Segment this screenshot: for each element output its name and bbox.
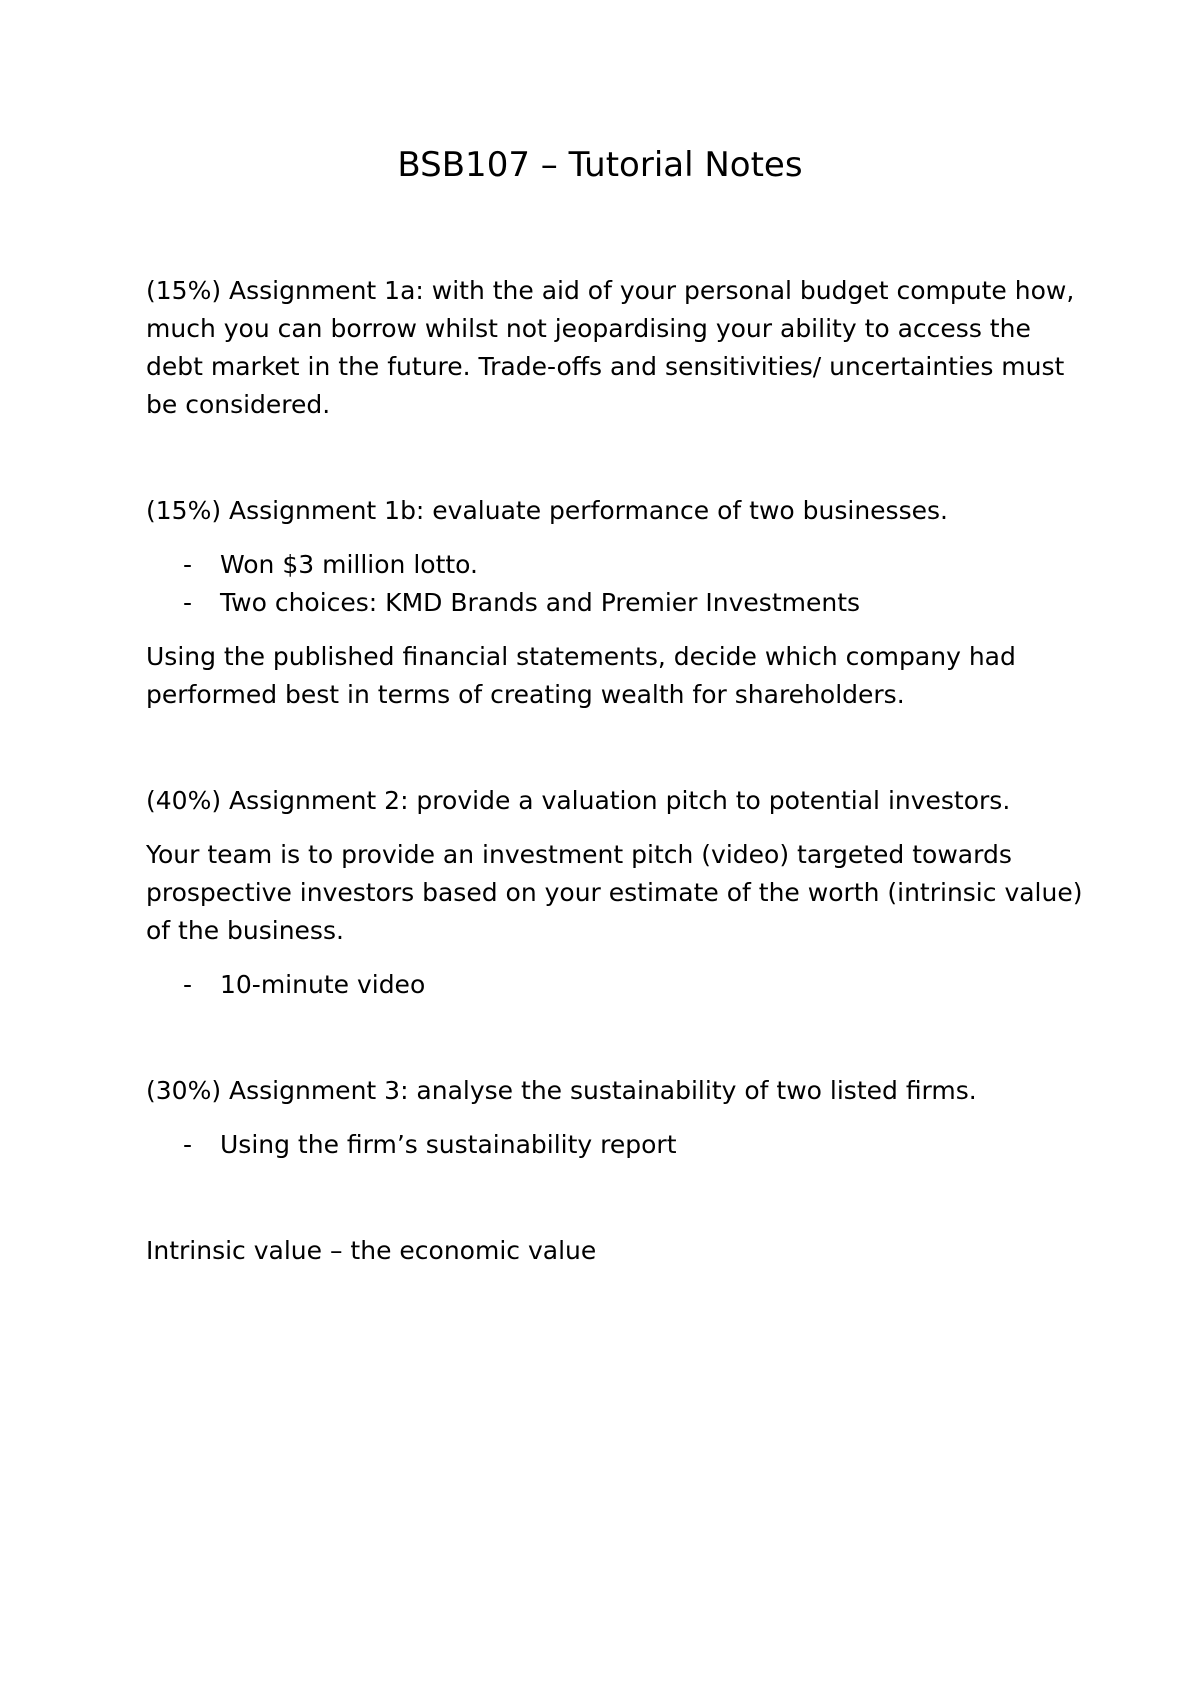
assignment-3-heading: (30%) Assignment 3: analyse the sustainability of two listed firms.	[146, 1076, 977, 1105]
page-title: BSB107 – Tutorial Notes	[397, 145, 803, 185]
assignment-2-bullets	[146, 966, 1086, 1004]
list-item: - Using the firm’s sustainability report	[183, 1130, 677, 1159]
list-item: - 10-minute video	[183, 970, 426, 999]
assignment-1b-heading: (15%) Assignment 1b: evaluate performance of two businesses.	[146, 496, 948, 525]
assignment-1a-text: (15%) Assignment 1a: with the aid of your personal budget compute how, much you can borrow whilst not jeopardising your ability to access the debt market in the future. Trade-offs and sensitivities/ uncertainties must be considered.	[146, 276, 1075, 419]
assignment-1b-text: Using the published financial statements, decide which company had performed best in terms of creating wealth for shareholders.	[146, 642, 1016, 709]
list-item: - Two choices: KMD Brands and Premier Investments	[183, 588, 861, 617]
assignment-1b-bullets	[146, 546, 1086, 622]
assignment-3-bullets	[146, 1126, 1086, 1164]
list-item: - Won $3 million lotto.	[183, 550, 478, 579]
assignment-2-text: Your team is to provide an investment pitch (video) targeted towards prospective investors based on your estimate of the worth (intrinsic value) of the business.	[146, 840, 1083, 945]
document-body	[146, 272, 1086, 1270]
intrinsic-value-definition: Intrinsic value – the economic value	[146, 1236, 597, 1265]
assignment-2-heading: (40%) Assignment 2: provide a valuation pitch to potential investors.	[146, 786, 1011, 815]
